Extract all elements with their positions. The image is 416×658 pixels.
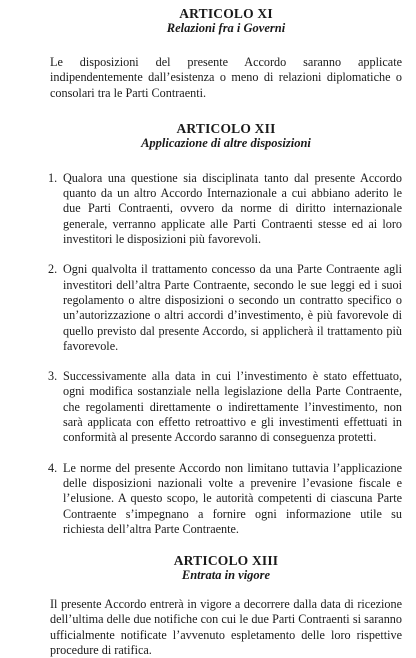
article-11-title: ARTICOLO XI xyxy=(179,6,273,21)
article-13-body: Il presente Accordo entrerà in vigore a decorrere dalla data di ricezione dell’ultima delle due notifiche con cui le due Parti Contraenti si saranno ufficialmente notificate l’avvenuto espletamento delle loro rispettive procedure di ratifica. xyxy=(50,597,402,658)
list-item-text: Le norme del presente Accordo non limitano tuttavia l’applicazione delle disposizioni nazionali volte a prevenire l’evasione fiscale e l’elusione. A questo scopo, le autorità competenti di ciascuna Parte Contraente s’impegnano a fornire ogni informazione utile su richiesta dell’altra Parte Contraente. xyxy=(63,460,402,536)
article-11-body: Le disposizioni del presente Accordo saranno applicate indipendentemente dall’esistenza o meno di relazioni diplomatiche o consolari tra le Parti Contraenti. xyxy=(50,55,402,100)
list-item-number: 4. xyxy=(48,460,58,475)
article-12-title: ARTICOLO XII xyxy=(176,120,276,136)
list-item xyxy=(50,461,402,537)
list-item-text: Successivamente alla data in cui l’investimento è stato effettuato, ogni modifica sostanziale nella legislazione della Parte Contraente, che regolamenti direttamente o indirettamente l’investimento, non sarà applicata con effetto retroattivo e gli investimenti effettuati in conformità al presente Accordo saranno di conseguenza protetti. xyxy=(63,369,402,445)
article-13-title: ARTICOLO XIII xyxy=(173,553,279,569)
article-12 xyxy=(50,121,402,537)
list-item-text: Qualora una questione sia disciplinata tanto dal presente Accordo quanto da un altro Accordo Internazionale a cui abbiano aderito le due Parti Contraenti, ovvero da norme di diritto internazionale generale, verranno applicate alle Parti Contraenti stesse ed ai loro investitori le disposizioni più favorevoli. xyxy=(63,170,402,247)
list-item-text: Ogni qualvolta il trattamento concesso da una Parte Contraente agli investitori dell’altra Parte Contraente, secondo le sue leggi ed i suoi regolamento o altre disposizioni o secondo un contratto specifico o un’autorizzazione o altri accordi d’investimento, è più favorevole di quello previsto dal presente Accordo, si applicherà il trattamento più favorevole. xyxy=(63,262,402,353)
article-13 xyxy=(50,553,402,658)
article-13-subtitle: Entrata in vigore xyxy=(181,568,271,583)
list-item-number: 1. xyxy=(48,170,58,185)
list-item xyxy=(50,262,402,354)
article-12-list xyxy=(50,171,402,537)
article-11 xyxy=(50,6,402,101)
list-item-number: 3. xyxy=(48,369,58,384)
list-item-number: 2. xyxy=(48,262,58,277)
article-12-subtitle: Applicazione di altre disposizioni xyxy=(141,135,311,150)
list-item xyxy=(50,171,402,247)
list-item xyxy=(50,369,402,445)
article-11-subtitle: Relazioni fra i Governi xyxy=(166,21,286,35)
